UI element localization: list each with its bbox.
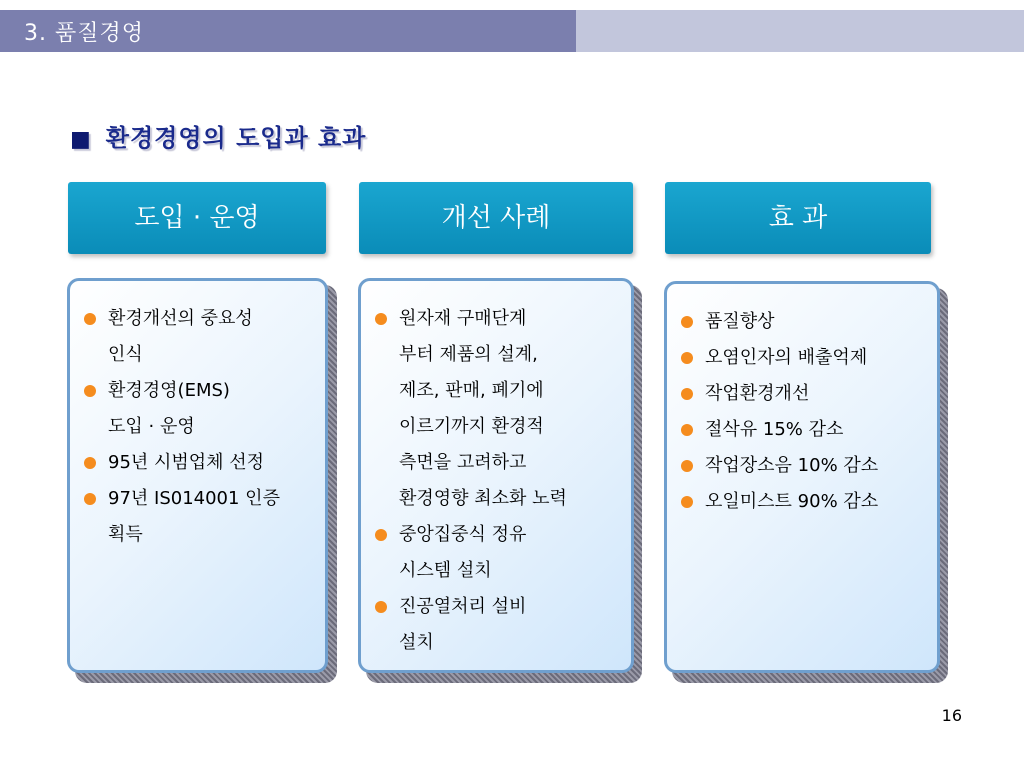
- list-item: 중앙집중식 정유 시스템 설치: [375, 517, 621, 589]
- bullet-dot-icon: [681, 496, 693, 508]
- top-bar: [0, 10, 1024, 52]
- list-item: 95년 시범업체 선정: [84, 445, 315, 481]
- top-bar-title-area: [0, 10, 576, 52]
- list-item: 오일미스트 90% 감소: [681, 484, 927, 520]
- list-item: 오염인자의 배출억제: [681, 340, 927, 376]
- bullet-dot-icon: [681, 352, 693, 364]
- section-heading: [70, 118, 366, 153]
- bullet-dot-icon: [375, 601, 387, 613]
- improvement-cases-list: [375, 301, 621, 661]
- list-item: 원자재 구매단계 부터 제품의 설계, 제조, 판매, 폐기에 이르기까지 환경적 측면을 고려하고 환경영향 최소화 노력: [375, 301, 621, 517]
- bullet-dot-icon: [84, 457, 96, 469]
- card-improvement-cases: [358, 278, 634, 673]
- column-header-introduction: 도입 · 운영: [68, 182, 326, 254]
- bullet-dot-icon: [375, 313, 387, 325]
- slide-section-title: 3. 품질경영: [24, 21, 144, 46]
- bullet-dot-icon: [681, 388, 693, 400]
- list-item: 절삭유 15% 감소: [681, 412, 927, 448]
- bullet-dot-icon: [84, 493, 96, 505]
- list-item: 작업장소음 10% 감소: [681, 448, 927, 484]
- square-bullet-icon: ■: [70, 127, 92, 152]
- list-item: 환경경영(EMS) 도입 · 운영: [84, 373, 315, 445]
- introduction-list: [84, 301, 315, 553]
- column-header-effects: 효 과: [665, 182, 931, 254]
- bullet-dot-icon: [681, 460, 693, 472]
- bullet-dot-icon: [84, 385, 96, 397]
- card-introduction: [67, 278, 328, 673]
- list-item: 진공열처리 설비 설치: [375, 589, 621, 661]
- bullet-dot-icon: [681, 424, 693, 436]
- column-header-improvement-cases: 개선 사례: [359, 182, 633, 254]
- bullet-dot-icon: [681, 316, 693, 328]
- page-number: 16: [941, 706, 962, 725]
- list-item: 작업환경개선: [681, 376, 927, 412]
- card-effects: [664, 281, 940, 673]
- list-item: 97년 IS014001 인증 획득: [84, 481, 315, 553]
- bullet-dot-icon: [84, 313, 96, 325]
- effects-list: [681, 304, 927, 520]
- bullet-dot-icon: [375, 529, 387, 541]
- section-heading-text: 환경경영의 도입과 효과: [105, 124, 367, 152]
- list-item: 환경개선의 중요성 인식: [84, 301, 315, 373]
- list-item: 품질향상: [681, 304, 927, 340]
